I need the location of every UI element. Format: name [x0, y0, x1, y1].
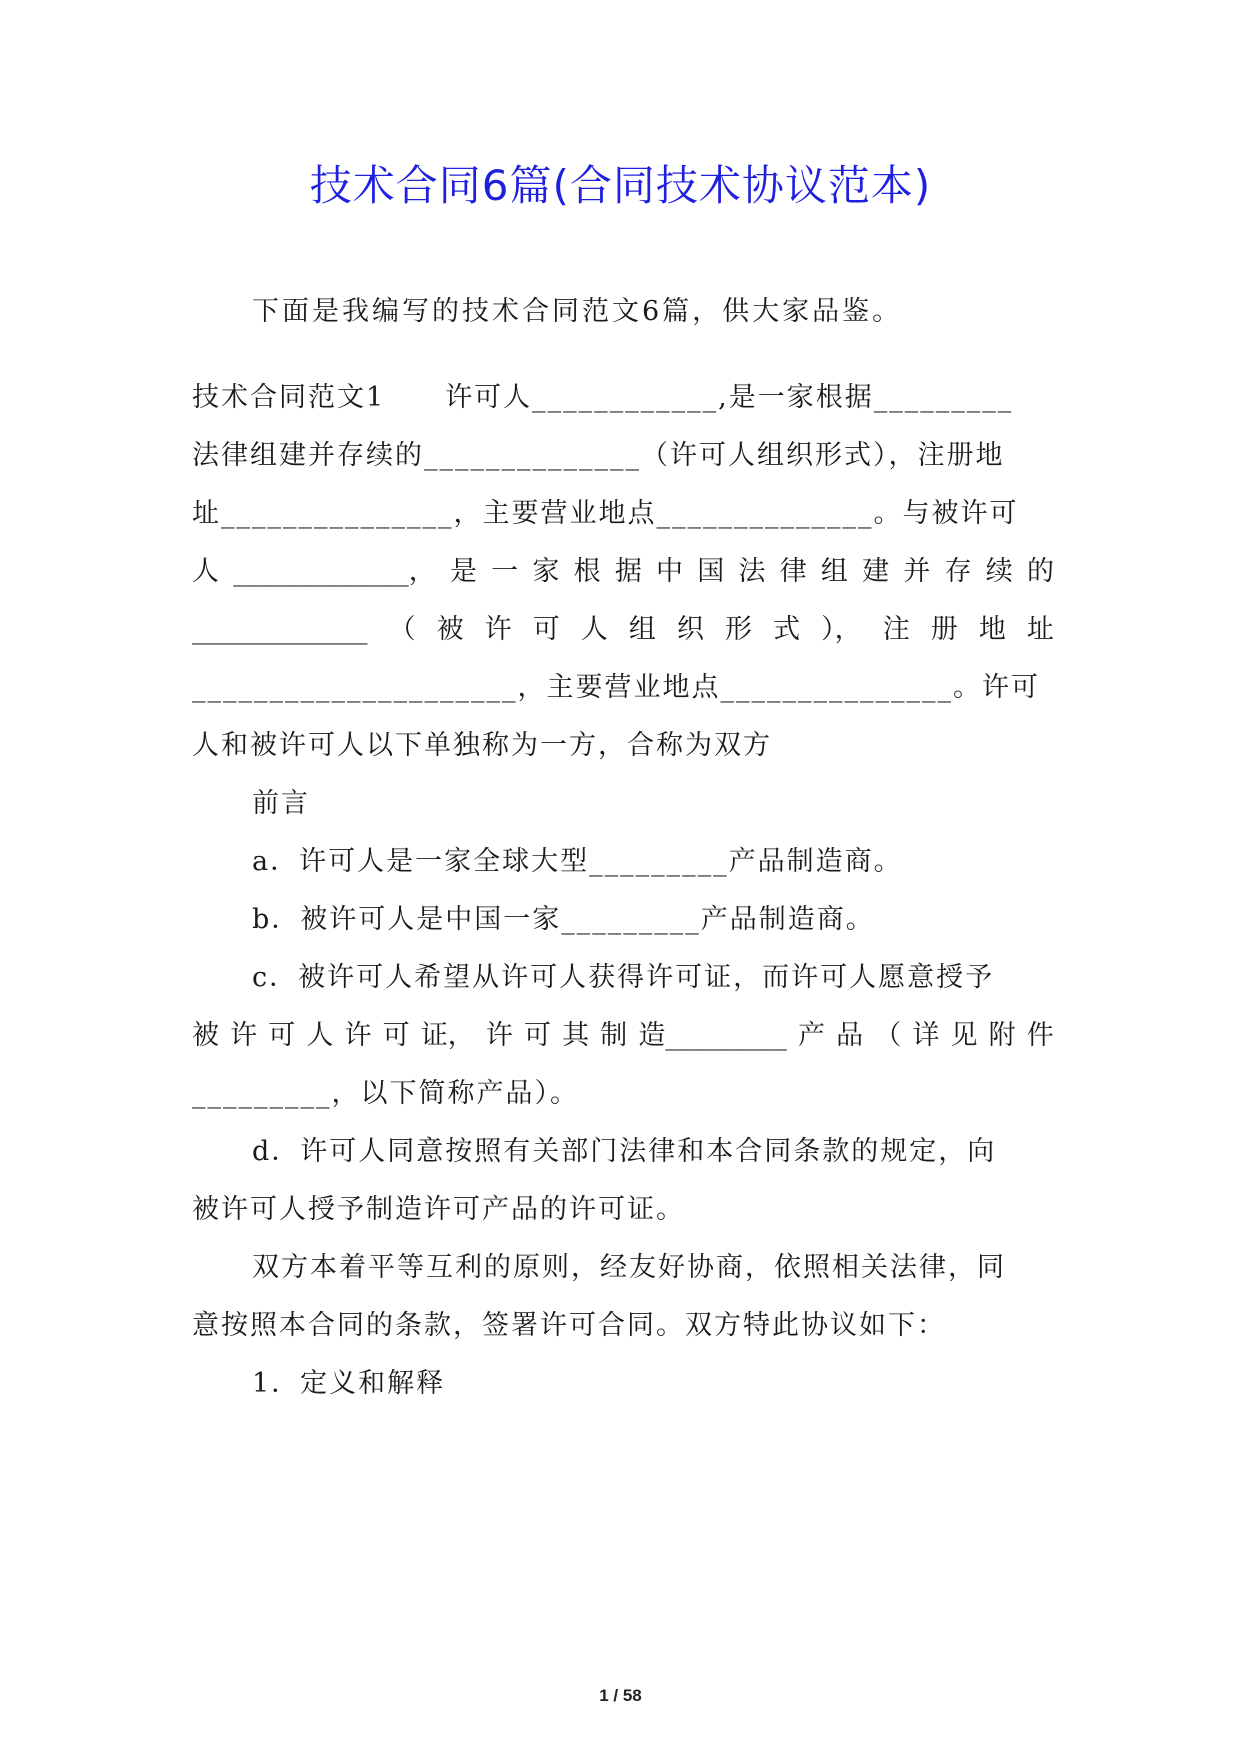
text-token: （: [874, 1020, 902, 1051]
text-token: 存: [944, 556, 972, 587]
text-token: ），: [821, 614, 862, 645]
text-token: 家: [532, 556, 560, 587]
section-1-heading: 1．定义和解释: [252, 1368, 446, 1399]
text-token: _____________，: [233, 556, 436, 587]
text-token: 造_________: [638, 1020, 787, 1051]
text-token: 证，: [420, 1020, 475, 1051]
clause-d-line2: 被许可人授予制造许可产品的许可证。: [192, 1194, 685, 1225]
text-token: 许: [230, 1020, 258, 1051]
text-token: 可: [382, 1020, 410, 1051]
text-token: 许: [485, 1020, 513, 1051]
text-token: 址: [1026, 614, 1054, 645]
text-token: 中: [656, 556, 684, 587]
text-token: 是: [449, 556, 477, 587]
text-token: 地: [978, 614, 1006, 645]
text-token: 许: [344, 1020, 372, 1051]
text-token: 律: [779, 556, 807, 587]
text-token: 详: [912, 1020, 940, 1051]
clause-c-line1: c．被许可人希望从许可人获得许可证，而许可人愿意授予: [252, 962, 995, 993]
text-token: 据: [614, 556, 642, 587]
text-line-justified: [192, 552, 1054, 592]
text-token: 形: [725, 614, 752, 645]
text-line: _____________________，主要营业地点_______________。许可: [192, 672, 1040, 703]
text-token: 建: [862, 556, 890, 587]
text-token: 人: [580, 614, 608, 645]
text-token: 人: [192, 556, 219, 587]
text-token: 可: [268, 1020, 296, 1051]
clause-a: a．许可人是一家全球大型_________产品制造商。: [252, 846, 903, 877]
agreement-line1: 双方本着平等互利的原则，经友好协商，依照相关法律，同: [252, 1252, 1006, 1283]
text-line: 法律组建并存续的______________（许可人组织形式），注册地: [192, 440, 1005, 471]
clause-c-line3: _________，以下简称产品）。: [192, 1078, 579, 1109]
text-line: [192, 378, 1054, 418]
agreement-line2: 意按照本合同的条款，签署许可合同。双方特此协议如下：: [192, 1310, 946, 1341]
text-token: 注: [882, 614, 910, 645]
text-token: 见: [950, 1020, 978, 1051]
document-title: 技术合同6篇(合同技术协议范本): [309, 161, 932, 210]
preface-heading: 前言: [252, 788, 310, 819]
text-token: 可: [524, 1020, 551, 1051]
text-token: 法: [738, 556, 766, 587]
clause-d-line1: d．许可人同意按照有关部门法律和本合同条款的规定，向: [252, 1136, 997, 1167]
text-token: 册: [930, 614, 958, 645]
clause-b: b．被许可人是中国一家_________产品制造商。: [252, 904, 875, 935]
text-token: 许: [484, 614, 512, 645]
text-line-justified: [192, 610, 1054, 650]
intro-paragraph: 下面是我编写的技术合同范文6篇，供大家品鉴。: [252, 296, 903, 327]
text-token: 根: [573, 556, 601, 587]
text-token: 品: [836, 1020, 864, 1051]
text-token: 人: [306, 1020, 334, 1051]
text-token: 组: [820, 556, 848, 587]
section-heading-fanwen1: 技术合同范文1: [192, 382, 386, 413]
text-token: 式: [773, 614, 801, 645]
text-token: 被: [192, 1020, 219, 1051]
text-token: 并: [903, 556, 931, 587]
text-token: 被: [436, 614, 464, 645]
page-number: 1 / 58: [599, 1686, 642, 1705]
text-line: 址_______________，主要营业地点______________。与被许可: [192, 498, 1019, 529]
text-token: 的: [1027, 556, 1054, 587]
text-token: 产: [798, 1020, 825, 1051]
text-fragment: 许可人____________,是一家根据_________: [445, 382, 1014, 413]
text-token: 件: [1026, 1020, 1054, 1051]
text-token: （: [388, 614, 416, 645]
text-token: 组: [628, 614, 656, 645]
text-token: 其: [562, 1020, 590, 1051]
text-token: 续: [985, 556, 1013, 587]
text-token: _____________: [192, 614, 368, 645]
text-token: 附: [988, 1020, 1016, 1051]
text-token: 制: [600, 1020, 628, 1051]
clause-c-line2: [192, 1016, 1054, 1056]
text-token: 国: [697, 556, 725, 587]
text-token: 可: [532, 614, 560, 645]
text-token: 织: [676, 614, 704, 645]
text-token: 一: [491, 556, 519, 587]
text-line: 人和被许可人以下单独称为一方，合称为双方: [192, 730, 772, 761]
